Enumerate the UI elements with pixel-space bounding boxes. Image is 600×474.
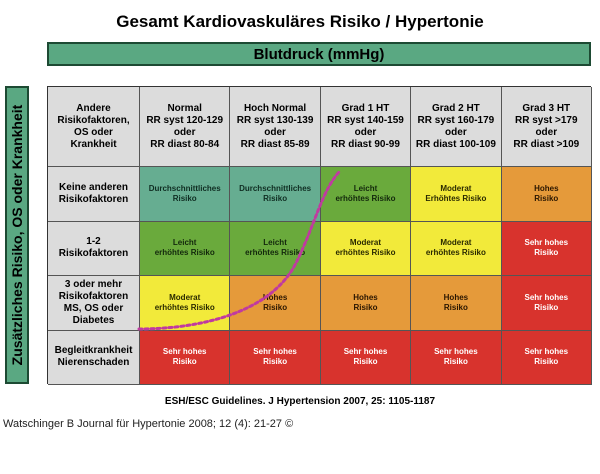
risk-cell: Sehr hohes Risiko: [502, 276, 592, 331]
risk-cell: Sehr hohes Risiko: [230, 331, 320, 386]
risk-cell: Sehr hohes Risiko: [411, 331, 501, 386]
column-header: Grad 1 HT RR syst 140-159 oder RR diast 90-99: [321, 87, 411, 167]
additional-risk-header: [5, 86, 29, 384]
risk-cell: Durchschnittliches Risiko: [230, 167, 320, 222]
risk-cell: Sehr hohes Risiko: [321, 331, 411, 386]
row-header: Keine anderen Risikofaktoren: [48, 167, 140, 222]
blood-pressure-header: [47, 42, 591, 66]
risk-cell: Durchschnittliches Risiko: [140, 167, 230, 222]
column-header: Normal RR syst 120-129 oder RR diast 80-84: [140, 87, 230, 167]
column-header: Hoch Normal RR syst 130-139 oder RR diast 85-89: [230, 87, 320, 167]
row-header: Begleitkrankheit Nierenschaden: [48, 331, 140, 386]
risk-cell: Leicht erhöhtes Risiko: [230, 222, 320, 277]
risk-cell: Hohes Risiko: [230, 276, 320, 331]
risk-table: [47, 86, 591, 384]
risk-cell: Moderat erhöhtes Risiko: [411, 222, 501, 277]
column-header: Grad 2 HT RR syst 160-179 oder RR diast 100-109: [411, 87, 501, 167]
page-title: Gesamt Kardiovaskuläres Risiko / Hypertonie: [116, 12, 484, 31]
risk-cell: Moderat Erhöhtes Risiko: [411, 167, 501, 222]
risk-cell: Sehr hohes Risiko: [140, 331, 230, 386]
risk-cell: Hohes Risiko: [502, 167, 592, 222]
risk-cell: Leicht erhöhtes Risiko: [321, 167, 411, 222]
risk-cell: Moderat erhöhtes Risiko: [321, 222, 411, 277]
column-header: Grad 3 HT RR syst >179 oder RR diast >109: [502, 87, 592, 167]
blood-pressure-label: Blutdruck (mmHg): [253, 45, 385, 63]
row-header: 1-2 Risikofaktoren: [48, 222, 140, 277]
risk-cell: Leicht erhöhtes Risiko: [140, 222, 230, 277]
additional-risk-label: Zusätzliches Risiko, OS oder Krankheit: [9, 104, 25, 366]
risk-cell: Moderat erhöhtes Risiko: [140, 276, 230, 331]
row-header: 3 oder mehr Risikofaktoren MS, OS oder Diabetes: [48, 276, 140, 331]
risk-cell: Hohes Risiko: [321, 276, 411, 331]
risk-cell: Sehr hohes Risiko: [502, 331, 592, 386]
risk-cell: Sehr hohes Risiko: [502, 222, 592, 277]
source-footer: Watschinger B Journal für Hypertonie 2008; 12 (4): 21-27 ©: [3, 418, 294, 430]
guideline-citation: ESH/ESC Guidelines. J Hypertension 2007, 25: 1105-1187: [164, 396, 436, 407]
corner-header: Andere Risikofaktoren, OS oder Krankheit: [48, 87, 140, 167]
risk-cell: Hohes Risiko: [411, 276, 501, 331]
